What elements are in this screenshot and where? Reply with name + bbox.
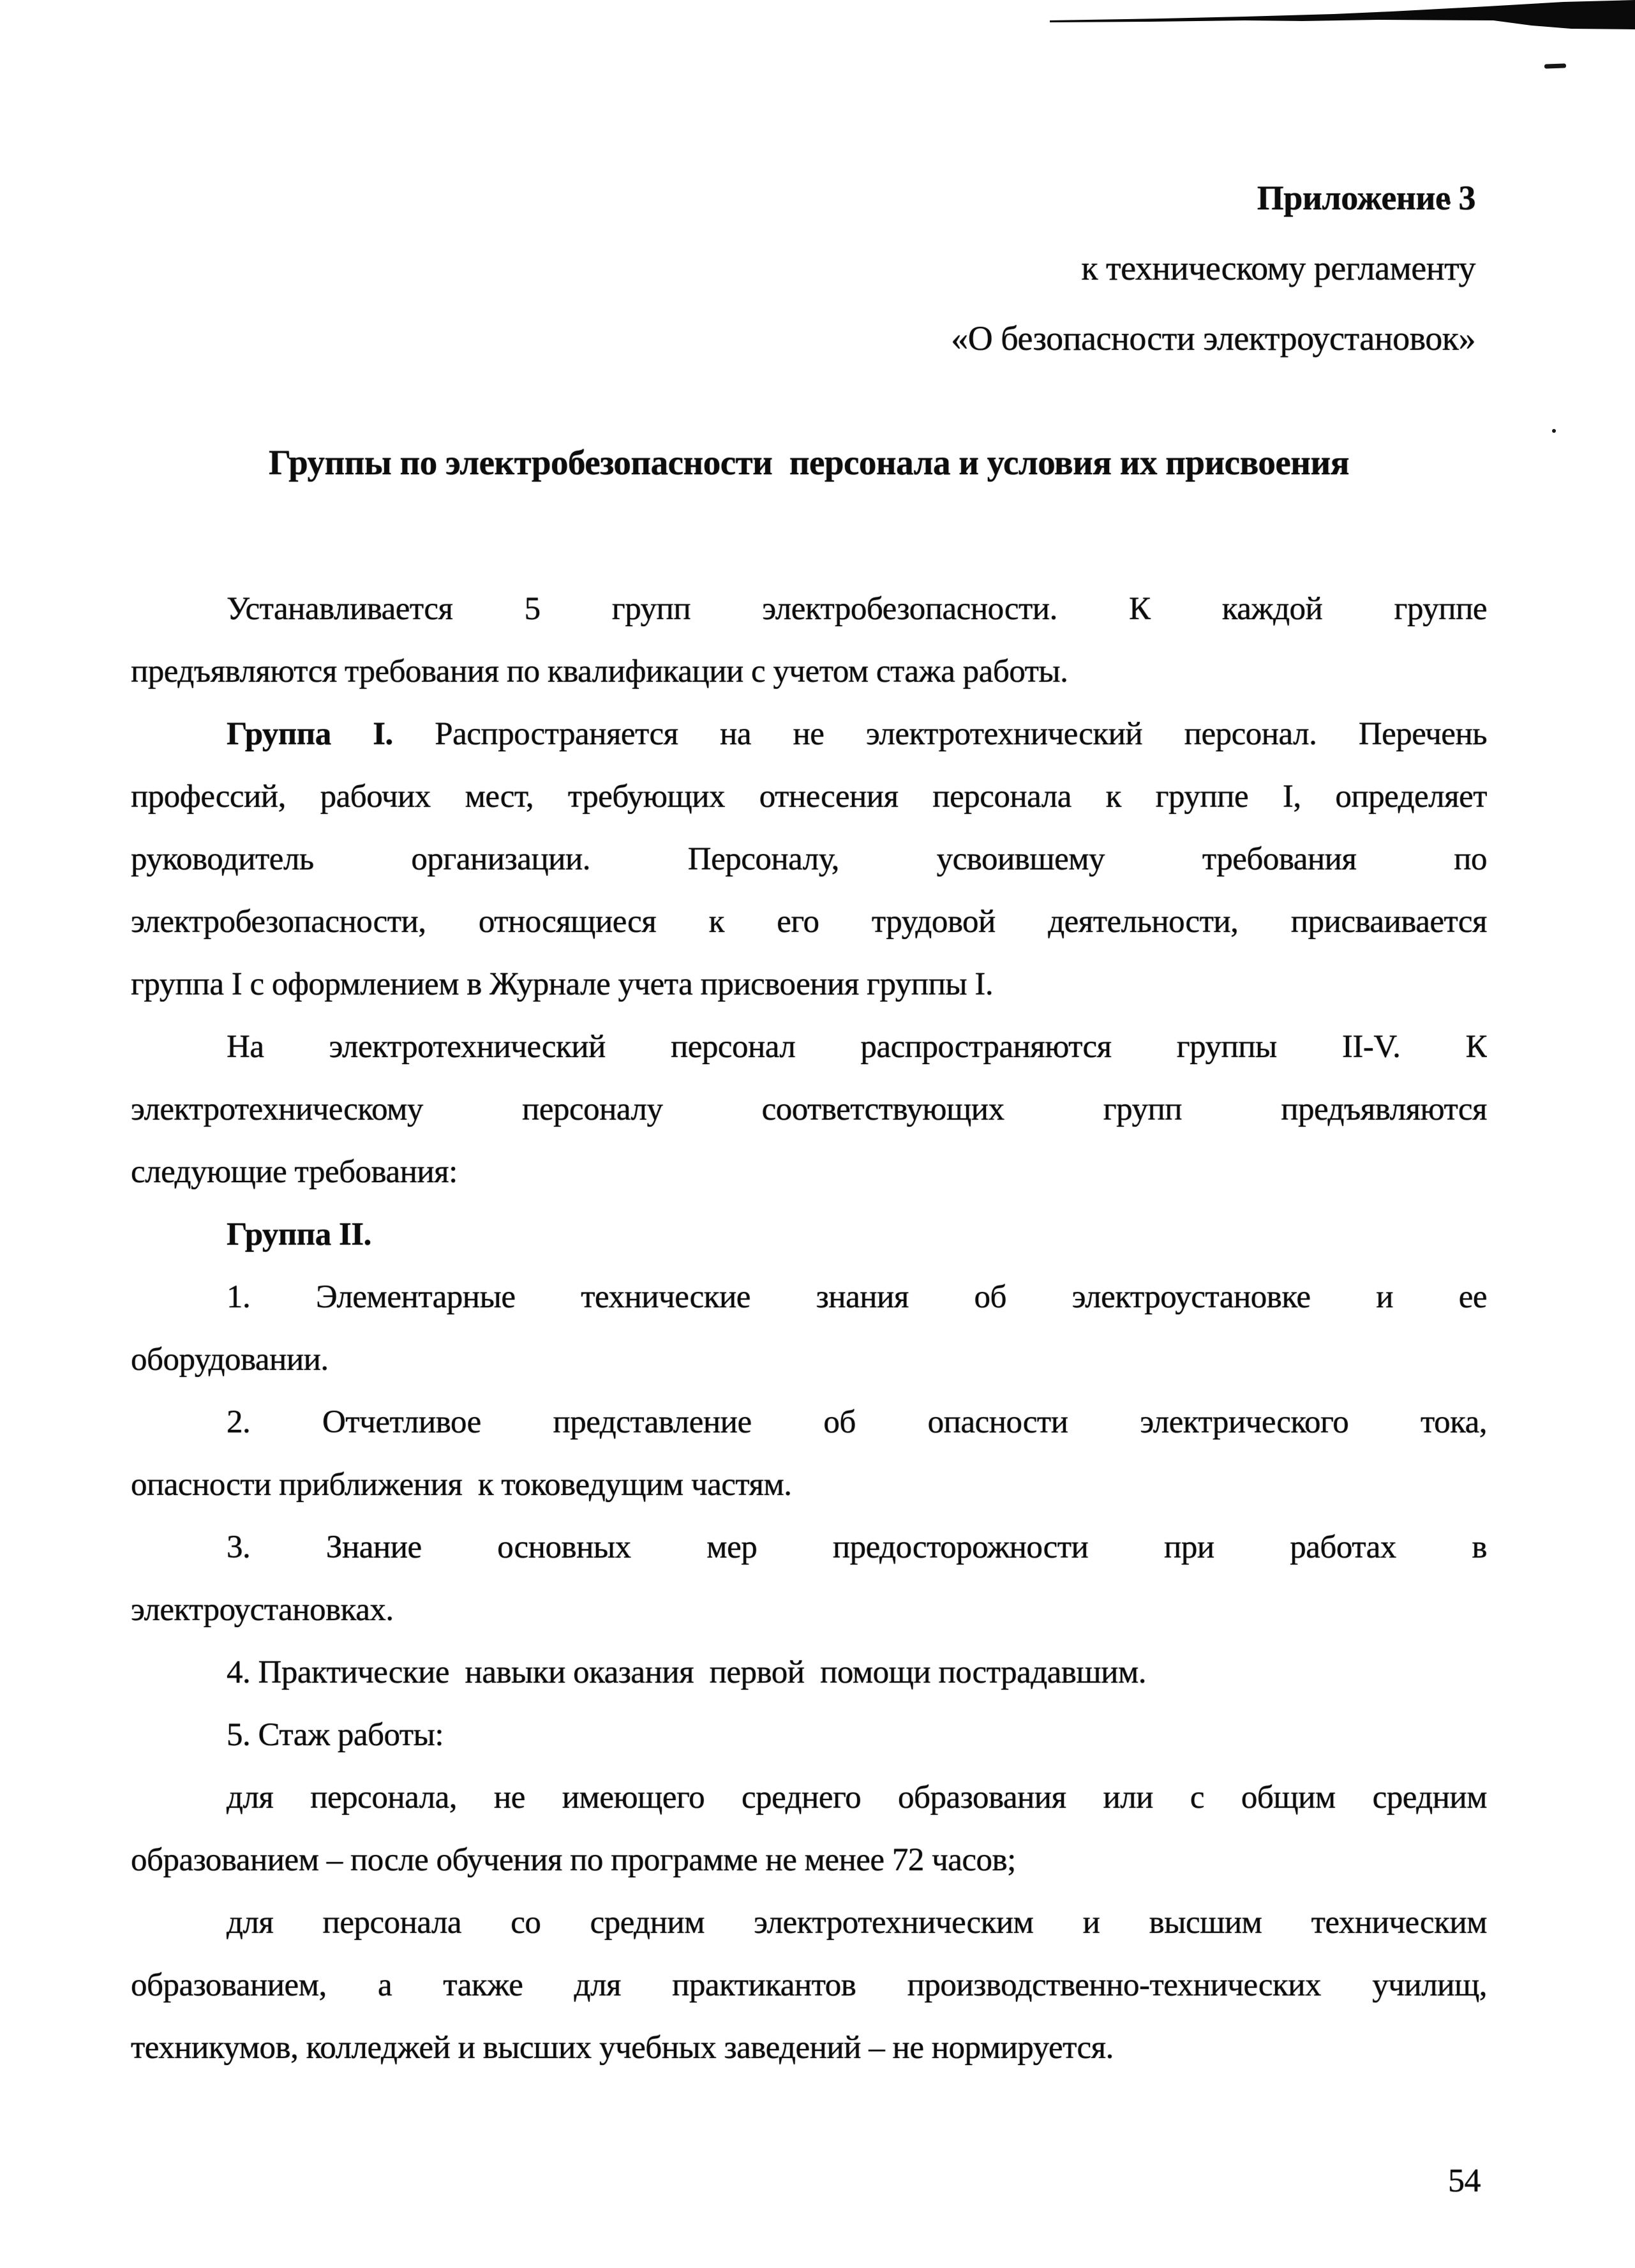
text-line <box>131 1704 1487 1766</box>
text-line <box>131 1766 1487 1829</box>
text-line <box>131 703 1487 765</box>
text-line <box>131 953 1487 1016</box>
text-segment: опасности приближения к токоведущим частям. <box>131 1467 792 1503</box>
scan-speck-dot <box>1552 429 1556 433</box>
text-segment: образованием – после обучения по программе не менее 72 часов; <box>131 1842 1016 1878</box>
text-line <box>131 1954 1487 2016</box>
text-segment: следующие требования: <box>131 1154 458 1190</box>
text-line <box>131 578 1487 640</box>
bold-text-segment: Группа I. <box>227 716 393 752</box>
text-line <box>131 890 1487 953</box>
text-segment: Устанавливается 5 групп электробезопасности. К каждой группе <box>227 591 1487 627</box>
text-segment: образованием, а также для практикантов производственно-технических училищ, <box>131 1967 1487 2003</box>
scan-artifact-streak <box>0 0 1635 38</box>
text-line <box>131 640 1487 703</box>
document-title: Группы по электробезопасности персонала и условия их присвоения <box>269 443 1349 482</box>
text-segment: техникумов, колледжей и высших учебных заведений – не нормируется. <box>131 2030 1114 2066</box>
text-segment: На электротехнический персонал распространяются группы II-V. К <box>227 1029 1487 1065</box>
text-segment: 2. Отчетливое представление об опасности электрического тока, <box>227 1404 1487 1440</box>
text-segment: электротехническому персоналу соответствующих групп предъявляются <box>131 1092 1487 1127</box>
text-line <box>131 2016 1487 2079</box>
text-line <box>131 1579 1487 1641</box>
text-segment: 4. Практические навыки оказания первой помощи пострадавшим. <box>227 1655 1146 1690</box>
text-line <box>131 1328 1487 1391</box>
header-line: «О безопасности электроустановок» <box>951 319 1475 357</box>
text-segment: группа I с оформлением в Журнале учета присвоения группы I. <box>131 966 994 1002</box>
text-line <box>131 1266 1487 1328</box>
text-segment: профессий, рабочих мест, требующих отнесения персонала к группе I, определяет <box>131 779 1487 815</box>
text-line <box>131 1016 1487 1078</box>
text-segment: электробезопасности, относящиеся к его трудовой деятельности, присваивается <box>131 904 1487 940</box>
header-line: Приложение 3 <box>1257 179 1475 217</box>
text-line <box>131 1391 1487 1453</box>
text-line <box>131 1891 1487 1954</box>
text-line <box>131 1516 1487 1579</box>
text-segment: предъявляются требования по квалификации с учетом стажа работы. <box>131 654 1068 689</box>
text-segment: для персонала со средним электротехническим и высшим техническим <box>227 1905 1487 1941</box>
text-line <box>131 1078 1487 1141</box>
text-line <box>131 1203 1487 1266</box>
text-line <box>131 828 1487 890</box>
text-segment: для персонала, не имеющего среднего образования или с общим средним <box>227 1780 1487 1815</box>
header-block <box>131 163 1487 373</box>
scan-speck-dash <box>1544 63 1566 68</box>
text-line <box>131 1141 1487 1203</box>
text-segment: 3. Знание основных мер предосторожности при работах в <box>227 1529 1487 1565</box>
text-line <box>131 765 1487 828</box>
text-segment: руководитель организации. Персоналу, усвоившему требования по <box>131 841 1487 877</box>
header-line: к техническому регламенту <box>1081 249 1475 287</box>
text-segment: оборудовании. <box>131 1342 329 1378</box>
text-segment: электроустановках. <box>131 1592 394 1628</box>
text-segment: 5. Стаж работы: <box>227 1717 444 1753</box>
body-block <box>131 578 1487 2079</box>
text-line <box>131 1453 1487 1516</box>
bold-text-segment: Группа II. <box>227 1217 371 1252</box>
text-line <box>131 1829 1487 1891</box>
page-number: 54 <box>1448 2163 1481 2199</box>
text-segment: 1. Элементарные технические знания об электроустановке и ее <box>227 1279 1487 1315</box>
text-segment: Распространяется на не электротехнический персонал. Перечень <box>392 716 1487 752</box>
text-line <box>131 1641 1487 1704</box>
